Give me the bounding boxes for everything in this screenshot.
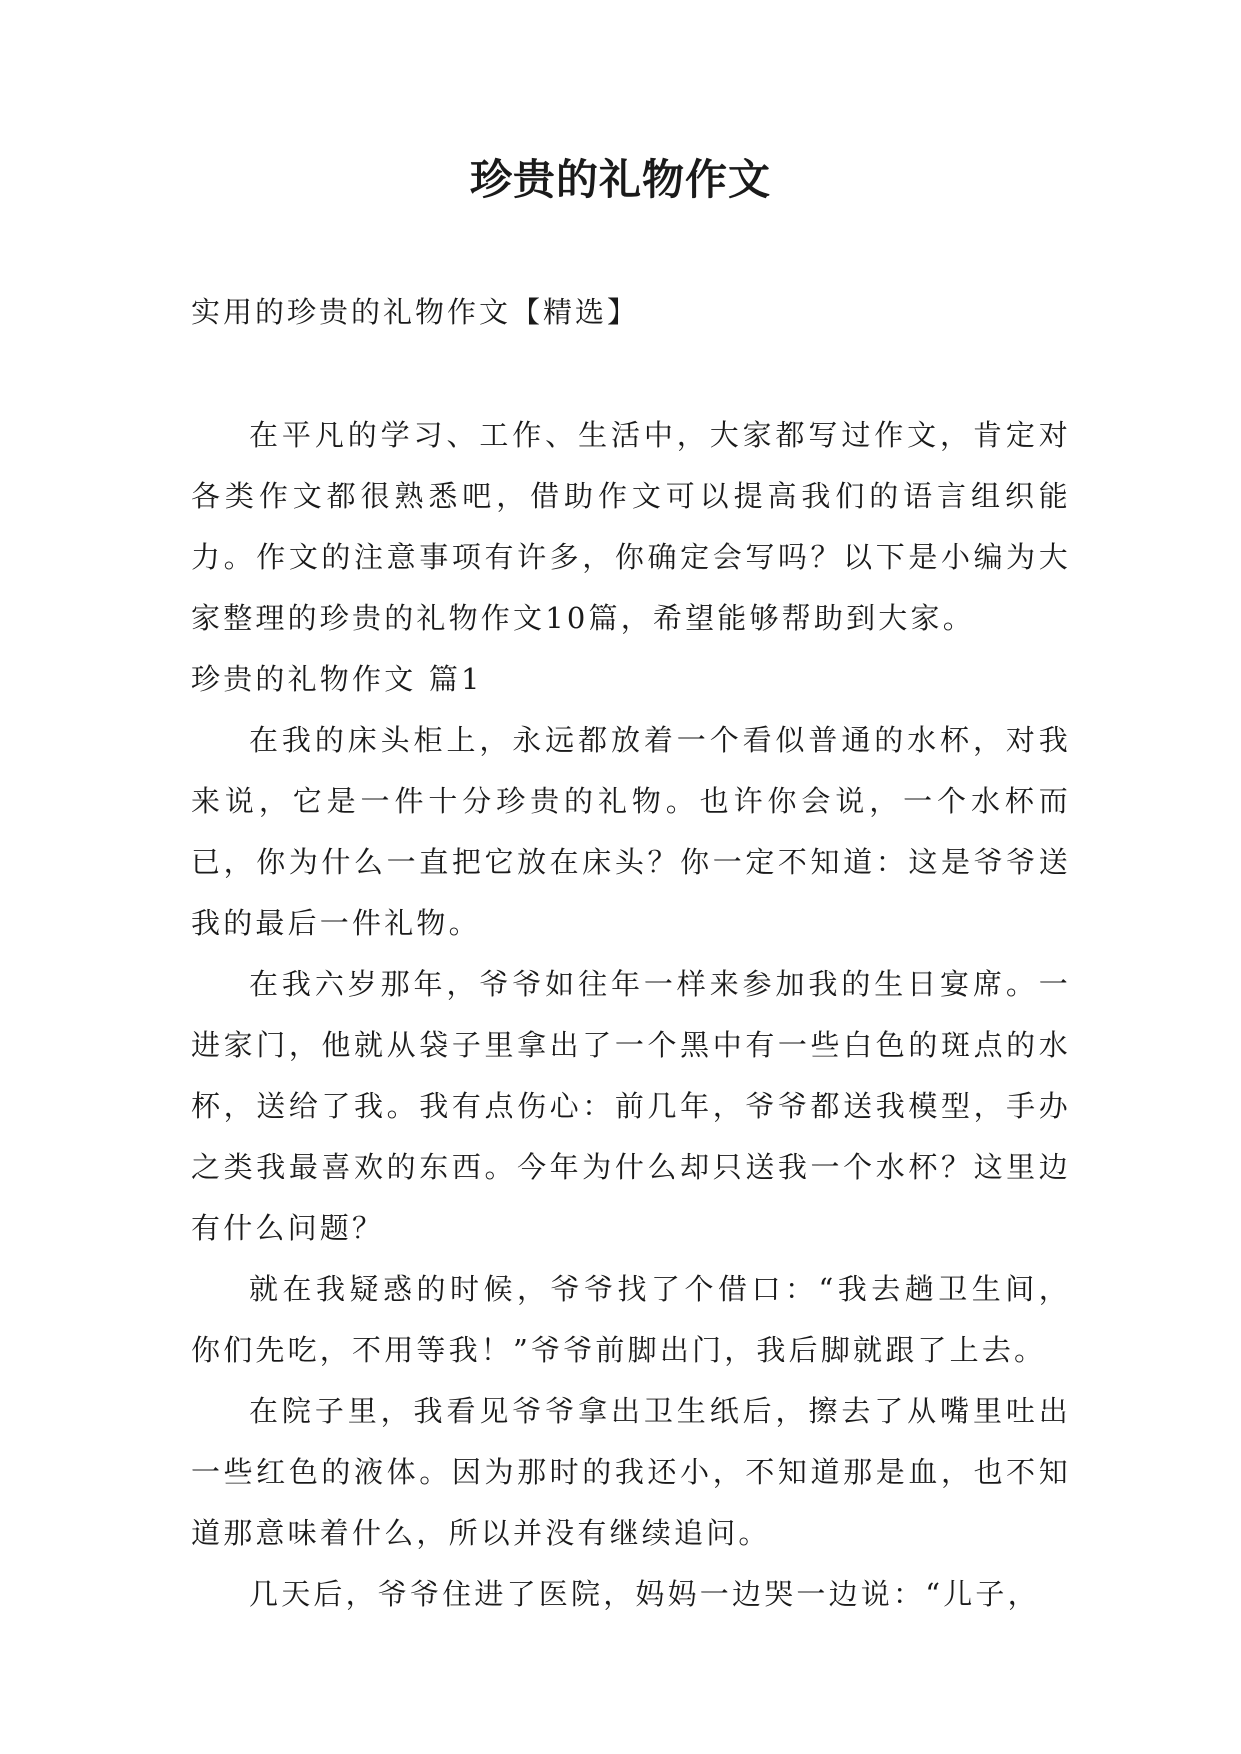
document-body [191,405,1071,1625]
document-title: 珍贵的礼物作文 [469,155,771,204]
section-heading: 珍贵的礼物作文 篇1 [191,662,483,696]
body-paragraph: 几天后，爷爷住进了医院，妈妈一边哭一边说：“儿子， [249,1577,1040,1611]
body-paragraph: 在我六岁那年，爷爷如往年一样来参加我的生日宴席。一进家门，他就从袋子里拿出了一个黑中有一些白色的斑点的水杯，送给了我。我有点伤心：前几年，爷爷都送我模型，手办之类我最喜欢的东西。今年为什么却只送我一个水杯？这里边有什么问题？ [191,967,1071,1245]
intro-paragraph: 在平凡的学习、工作、生活中，大家都写过作文，肯定对各类作文都很熟悉吧，借助作文可以提高我们的语言组织能力。作文的注意事项有许多，你确定会写吗？以下是小编为大家整理的珍贵的礼物作文10篇，希望能够帮助到大家。 [191,418,1071,635]
body-paragraph: 在我的床头柜上，永远都放着一个看似普通的水杯，对我来说，它是一件十分珍贵的礼物。也许你会说，一个水杯而已，你为什么一直把它放在床头？你一定不知道：这是爷爷送我的最后一件礼物。 [191,723,1071,940]
body-paragraph: 在院子里，我看见爷爷拿出卫生纸后，擦去了从嘴里吐出一些红色的液体。因为那时的我还小，不知道那是血，也不知道那意味着什么，所以并没有继续追问。 [191,1394,1071,1550]
document-subtitle: 实用的珍贵的礼物作文【精选】 [191,295,640,329]
body-paragraph: 就在我疑惑的时候，爷爷找了个借口：“我去趟卫生间，你们先吃，不用等我！”爷爷前脚出门，我后脚就跟了上去。 [191,1272,1071,1367]
